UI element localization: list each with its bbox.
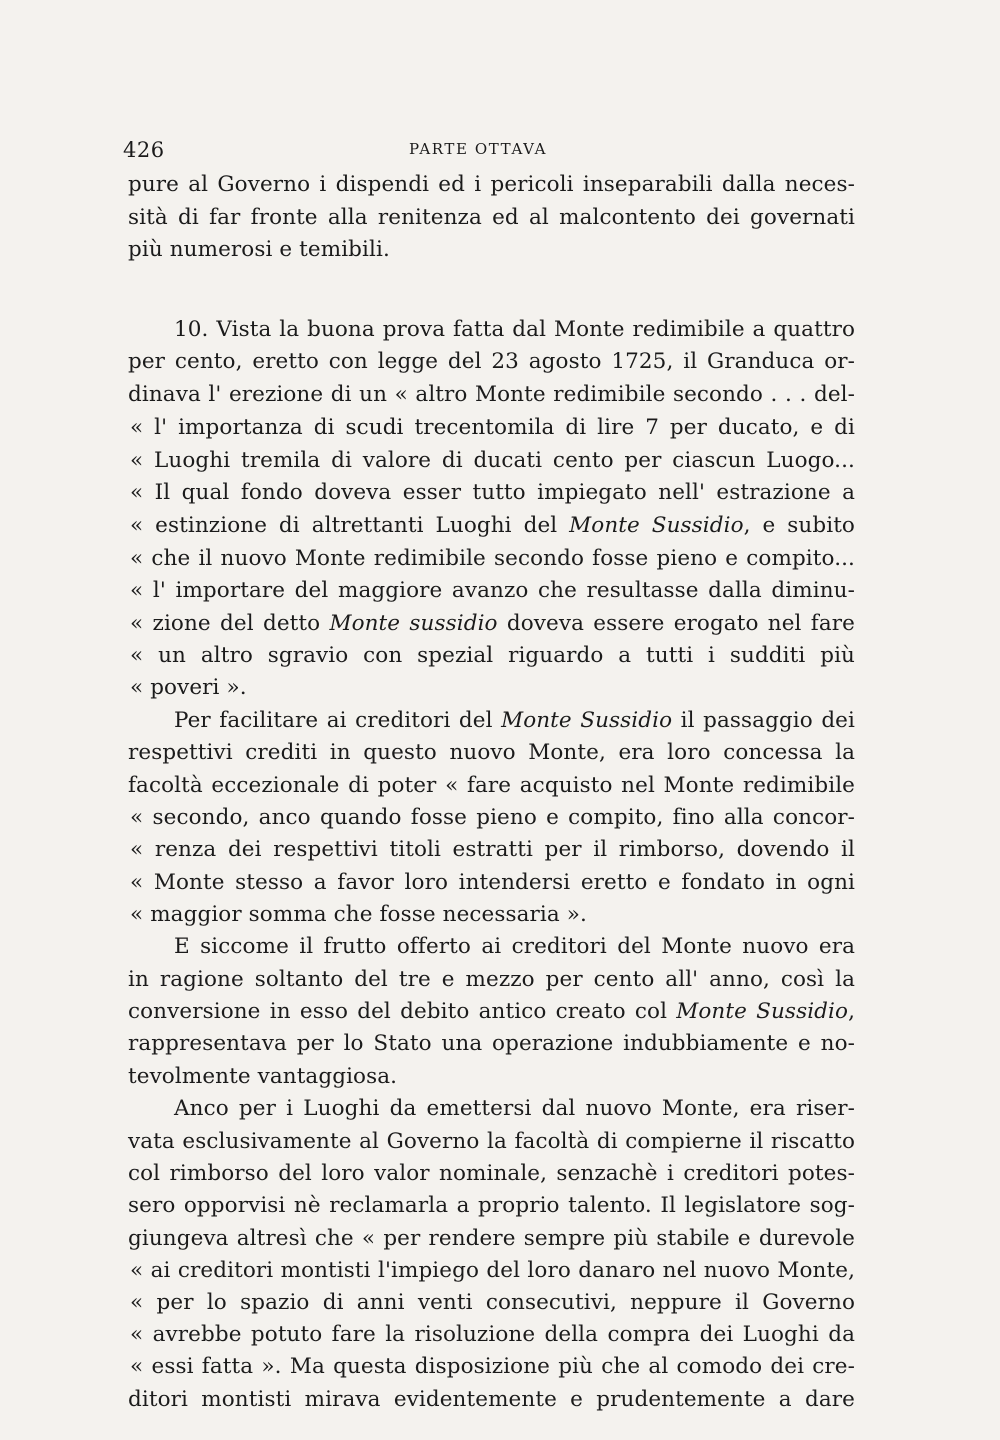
paragraph-start-line: Anco per i Luoghi da emettersi dal nuovo Monte, era riser- bbox=[174, 1096, 855, 1121]
text-line: per cento, eretto con legge del 23 agosto 1725, il Granduca or- bbox=[128, 349, 855, 374]
text-line: pure al Governo i dispendi ed i pericoli inseparabili dalla neces- bbox=[128, 172, 855, 197]
text-line: rappresentava per lo Stato una operazione indubbiamente e no- bbox=[128, 1031, 855, 1056]
text-line: « renza dei respettivi titoli estratti per il rimborso, dovendo il bbox=[130, 837, 855, 862]
text-line: « Il qual fondo doveva esser tutto impiegato nell' estrazione a bbox=[130, 480, 855, 505]
text-line: « Monte stesso a favor loro intendersi eretto e fondato in ogni bbox=[130, 870, 855, 895]
paragraph-start-line: E siccome il frutto offerto ai creditori del Monte nuovo era bbox=[174, 934, 855, 959]
running-head: PARTE OTTAVA bbox=[409, 140, 547, 158]
text-line: « l' importanza di scudi trecentomila di lire 7 per ducato, e di bbox=[130, 415, 855, 440]
text-line: « che il nuovo Monte redimibile secondo fosse pieno e compito... bbox=[130, 546, 855, 571]
text-line: tevolmente vantaggiosa. bbox=[128, 1064, 398, 1089]
text-line bbox=[128, 997, 855, 1027]
text-run: « zione del detto bbox=[130, 611, 330, 636]
text-line: respettivi crediti in questo nuovo Monte, era loro concessa la bbox=[128, 740, 855, 765]
text-run: doveva essere erogato nel fare bbox=[497, 611, 855, 636]
page-header bbox=[123, 138, 860, 170]
italic-text: Monte Sussidio bbox=[676, 999, 849, 1024]
page-number: 426 bbox=[123, 138, 165, 162]
text-line bbox=[130, 609, 855, 639]
paragraph-start-line: 10. Vista la buona prova fatta dal Monte redimibile a quattro bbox=[174, 317, 855, 342]
text-line: « l' importare del maggiore avanzo che resultasse dalla diminu- bbox=[130, 578, 855, 603]
text-run: conversione in esso del debito antico creato col bbox=[128, 999, 677, 1024]
text-line: dinava l' erezione di un « altro Monte redimibile secondo . . . del- bbox=[128, 382, 855, 407]
text-line: sità di far fronte alla renitenza ed al malcontento dei governati bbox=[128, 205, 855, 230]
text-line: « Luoghi tremila di valore di ducati cento per ciascun Luogo... bbox=[130, 448, 855, 473]
text-line: giungeva altresì che « per rendere sempre più stabile e durevole bbox=[128, 1226, 855, 1251]
italic-text: Monte sussidio bbox=[329, 611, 498, 636]
text-line: « avrebbe potuto fare la risoluzione della compra dei Luoghi da bbox=[130, 1322, 855, 1347]
text-line: « secondo, anco quando fosse pieno e compito, fino alla concor- bbox=[130, 805, 855, 830]
text-line: ditori montisti mirava evidentemente e prudentemente a dare bbox=[128, 1387, 855, 1412]
text-line: vata esclusivamente al Governo la facoltà di compierne il riscatto bbox=[128, 1129, 855, 1154]
text-line: « un altro sgravio con spezial riguardo a tutti i sudditi più bbox=[130, 643, 855, 668]
text-line: sero opporvisi nè reclamarla a proprio talento. Il legislatore sog- bbox=[128, 1193, 855, 1218]
text-run: , e subito bbox=[743, 513, 855, 538]
text-line: facoltà eccezionale di poter « fare acquisto nel Monte redimibile bbox=[128, 773, 855, 798]
text-line: « essi fatta ». Ma questa disposizione più che al comodo dei cre- bbox=[130, 1354, 855, 1379]
italic-text: Monte Sussidio bbox=[501, 708, 673, 733]
text-line: « maggior somma che fosse necessaria ». bbox=[130, 902, 587, 927]
text-run: il passaggio dei bbox=[672, 708, 855, 733]
text-line: più numerosi e temibili. bbox=[128, 237, 390, 262]
text-run: , bbox=[848, 999, 855, 1024]
text-line: in ragione soltanto del tre e mezzo per cento all' anno, così la bbox=[128, 967, 855, 992]
body-text bbox=[128, 170, 855, 1412]
italic-text: Monte Sussidio bbox=[569, 513, 744, 538]
text-line: « poveri ». bbox=[130, 675, 247, 700]
paragraph-start-line bbox=[174, 706, 855, 736]
text-line: « per lo spazio di anni venti consecutivi, neppure il Governo bbox=[130, 1290, 855, 1315]
text-run: Per facilitare ai creditori del bbox=[174, 708, 502, 733]
text-line: « ai creditori montisti l'impiego del loro danaro nel nuovo Monte, bbox=[130, 1258, 855, 1283]
text-line: col rimborso del loro valor nominale, senzachè i creditori potes- bbox=[128, 1161, 855, 1186]
text-line bbox=[130, 511, 855, 541]
text-run: « estinzione di altrettanti Luoghi del bbox=[130, 513, 570, 538]
